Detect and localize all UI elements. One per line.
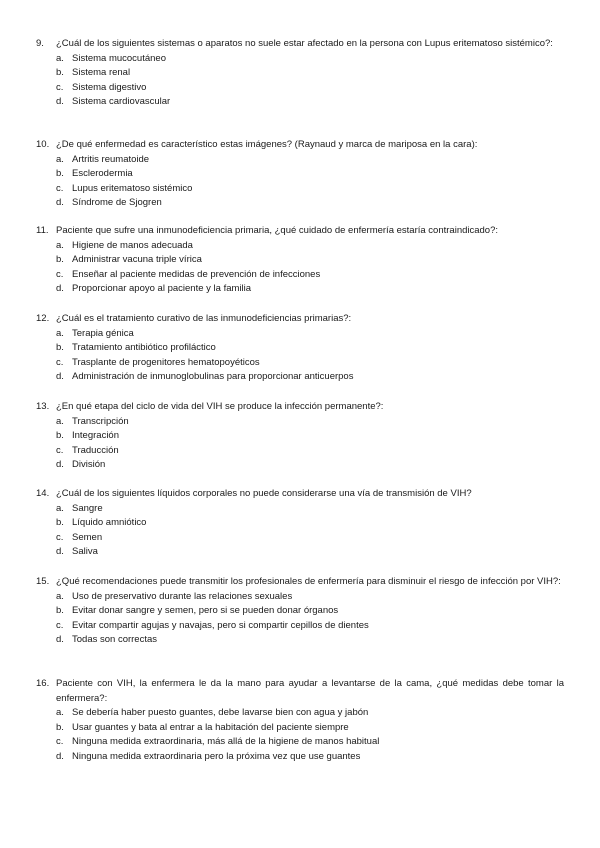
option-letter: a. xyxy=(56,52,64,64)
option-b xyxy=(36,253,564,268)
option-c xyxy=(36,444,564,459)
option-d xyxy=(36,458,564,473)
option-d xyxy=(36,196,564,211)
option-text: Ninguna medida extraordinaria, más allá de la higiene de manos habitual xyxy=(72,736,380,748)
option-text: Terapia génica xyxy=(72,327,134,339)
option-text: Todas son correctas xyxy=(72,634,158,646)
question-text: ¿Cuál es el tratamiento curativo de las inmunodeficiencias primarias?: xyxy=(56,313,352,324)
option-letter: a. xyxy=(56,502,64,514)
option-b xyxy=(36,341,564,356)
option-text: Evitar compartir agujas y navajas, pero si compartir cepillos de dientes xyxy=(72,619,369,631)
option-text: Trasplante de progenitores hematopoyéticos xyxy=(72,356,260,368)
question-13 xyxy=(36,400,564,473)
option-letter: c. xyxy=(56,444,64,456)
option-a xyxy=(36,327,564,342)
option-letter: d. xyxy=(56,371,64,383)
option-a xyxy=(36,153,564,168)
option-letter: d. xyxy=(56,459,64,471)
option-text: Uso de preservativo durante las relaciones sexuales xyxy=(72,590,293,602)
question-number: 16. xyxy=(36,678,50,689)
question-10 xyxy=(36,138,564,211)
option-b xyxy=(36,429,564,444)
option-d xyxy=(36,633,564,648)
question-text: Paciente que sufre una inmunodeficiencia primaria, ¿qué cuidado de enfermería estaría contraindicado?: xyxy=(56,225,499,236)
option-text: Sistema digestivo xyxy=(72,81,147,93)
option-letter: c. xyxy=(56,736,64,748)
option-letter: c. xyxy=(56,356,64,368)
option-letter: d. xyxy=(56,750,64,762)
option-a xyxy=(36,239,564,254)
option-letter: b. xyxy=(56,254,64,266)
option-text: Sistema renal xyxy=(72,67,131,79)
option-text: Síndrome de Sjogren xyxy=(72,197,162,209)
option-c xyxy=(36,531,564,546)
option-c xyxy=(36,182,564,197)
option-letter: c. xyxy=(56,182,64,194)
option-letter: b. xyxy=(56,721,64,733)
question-text: ¿Cuál de los siguientes líquidos corporales no puede considerarse una vía de transmisión de VIH? xyxy=(56,488,472,499)
option-text: Usar guantes y bata al entrar a la habitación del paciente siempre xyxy=(72,721,349,733)
option-text: Integración xyxy=(72,430,120,442)
option-a xyxy=(36,706,564,721)
option-letter: c. xyxy=(56,619,64,631)
option-text: Traducción xyxy=(72,444,119,456)
option-text: Administración de inmunoglobulinas para proporcionar anticuerpos xyxy=(72,371,354,383)
option-b xyxy=(36,516,564,531)
option-letter: c. xyxy=(56,531,64,543)
question-number: 14. xyxy=(36,488,50,499)
question-14 xyxy=(36,487,564,560)
option-a xyxy=(36,52,564,67)
option-text: Lupus eritematoso sistémico xyxy=(72,182,193,194)
question-9 xyxy=(36,37,564,110)
option-b xyxy=(36,604,564,619)
option-a xyxy=(36,590,564,605)
option-d xyxy=(36,545,564,560)
option-text: Evitar donar sangre y semen, pero si se pueden donar órganos xyxy=(72,605,339,617)
option-text: Tratamiento antibiótico profiláctico xyxy=(72,342,216,354)
option-text: División xyxy=(72,459,106,471)
option-text: Semen xyxy=(72,531,103,543)
question-11 xyxy=(36,224,564,297)
option-d xyxy=(36,95,564,110)
question-text: ¿Cuál de los siguientes sistemas o aparatos no suele estar afectado en la persona con Lupus eritematoso sistémico?: xyxy=(56,38,553,49)
option-text: Higiene de manos adecuada xyxy=(72,239,193,251)
question-number: 10. xyxy=(36,139,50,150)
option-letter: b. xyxy=(56,342,64,354)
option-letter: a. xyxy=(56,415,64,427)
option-letter: d. xyxy=(56,197,64,209)
question-text: Paciente con VIH, la enfermera le da la mano para ayudar a levantarse de la cama, ¿qué medidas debe tomar la enfermera?: xyxy=(56,678,564,704)
question-number: 15. xyxy=(36,576,50,587)
option-c xyxy=(36,735,564,750)
option-c xyxy=(36,81,564,96)
option-letter: a. xyxy=(56,327,64,339)
option-text: Sistema cardiovascular xyxy=(72,96,171,108)
option-text: Proporcionar apoyo al paciente y la familia xyxy=(72,283,252,295)
option-text: Enseñar al paciente medidas de prevención de infecciones xyxy=(72,268,321,280)
option-text: Ninguna medida extraordinaria pero la próxima vez que use guantes xyxy=(72,750,361,762)
option-d xyxy=(36,750,564,765)
option-letter: a. xyxy=(56,590,64,602)
question-12 xyxy=(36,312,564,385)
question-number: 12. xyxy=(36,313,50,324)
option-letter: b. xyxy=(56,168,64,180)
option-text: Transcripción xyxy=(72,415,129,427)
option-text: Sistema mucocutáneo xyxy=(72,52,166,64)
option-text: Artritis reumatoide xyxy=(72,153,150,165)
option-text: Saliva xyxy=(72,546,98,558)
option-letter: b. xyxy=(56,605,64,617)
question-number: 13. xyxy=(36,401,50,412)
question-16 xyxy=(36,677,564,765)
option-text: Sangre xyxy=(72,502,103,514)
option-d xyxy=(36,282,564,297)
option-c xyxy=(36,356,564,371)
option-letter: d. xyxy=(56,283,64,295)
option-a xyxy=(36,502,564,517)
option-text: Líquido amniótico xyxy=(72,517,147,529)
option-letter: d. xyxy=(56,634,64,646)
option-a xyxy=(36,415,564,430)
question-text: ¿De qué enfermedad es característico estas imágenes? (Raynaud y marca de mariposa en la cara): xyxy=(56,139,478,150)
option-b xyxy=(36,167,564,182)
option-b xyxy=(36,721,564,736)
question-15 xyxy=(36,575,564,648)
option-c xyxy=(36,268,564,283)
option-letter: a. xyxy=(56,153,64,165)
option-b xyxy=(36,66,564,81)
option-d xyxy=(36,370,564,385)
option-letter: b. xyxy=(56,517,64,529)
question-text: ¿Qué recomendaciones puede transmitir los profesionales de enfermería para disminuir el riesgo de infección por VIH?: xyxy=(56,576,561,587)
option-letter: a. xyxy=(56,707,64,719)
option-letter: c. xyxy=(56,268,64,280)
option-letter: b. xyxy=(56,430,64,442)
option-letter: b. xyxy=(56,67,64,79)
option-c xyxy=(36,619,564,634)
option-letter: d. xyxy=(56,96,64,108)
option-text: Esclerodermia xyxy=(72,168,133,180)
option-text: Administrar vacuna triple vírica xyxy=(72,254,202,266)
option-text: Se debería haber puesto guantes, debe lavarse bien con agua y jabón xyxy=(72,707,369,719)
option-letter: c. xyxy=(56,81,64,93)
option-letter: a. xyxy=(56,239,64,251)
question-number: 11. xyxy=(36,225,49,236)
option-letter: d. xyxy=(56,546,64,558)
question-number: 9. xyxy=(36,38,44,49)
question-text: ¿En qué etapa del ciclo de vida del VIH se produce la infección permanente?: xyxy=(56,401,384,412)
